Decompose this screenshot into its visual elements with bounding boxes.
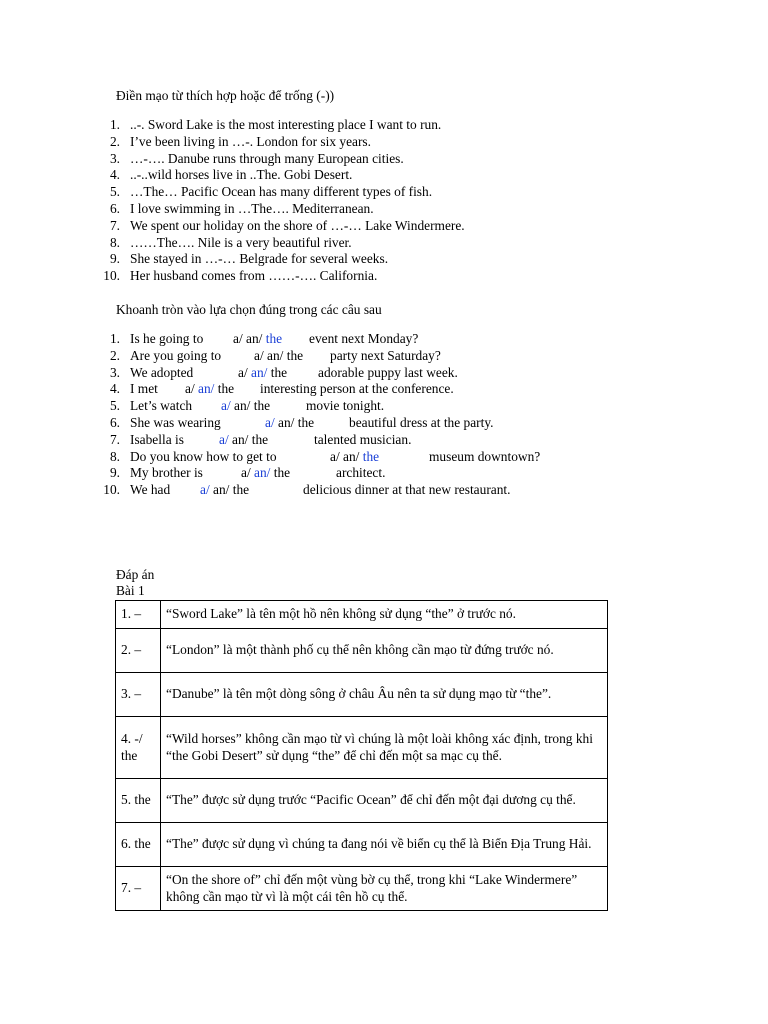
answer-key: 1. –: [116, 601, 161, 629]
item-text: …The… Pacific Ocean has many different types of fish.: [130, 184, 433, 200]
option-the[interactable]: the: [217, 381, 235, 397]
option-a[interactable]: a/: [241, 465, 251, 481]
item-suffix: delicious dinner at that new restaurant.: [303, 482, 511, 498]
item-suffix: talented musician.: [314, 431, 412, 447]
option-an[interactable]: an/: [234, 398, 251, 414]
item-number: 6.: [109, 200, 120, 216]
section1-heading: Điền mạo từ thích hợp hoặc để trống (-)): [116, 88, 335, 103]
answer-explanation: “Sword Lake” là tên một hồ nên không sử dụng “the” ở trước nó.: [161, 601, 608, 629]
answer-explanation: “London” là một thành phố cụ thể nên không cần mạo từ đứng trước nó.: [161, 629, 608, 673]
option-the[interactable]: the: [286, 347, 304, 363]
item-prefix: I met: [130, 381, 158, 397]
item-prefix: We adopted: [130, 364, 194, 380]
item-prefix: Let’s watch: [130, 398, 193, 414]
item-number: 8.: [109, 234, 120, 250]
item-suffix: architect.: [336, 465, 386, 481]
item-suffix: beautiful dress at the party.: [349, 414, 494, 430]
item-prefix: Are you going to: [130, 347, 222, 363]
item-number: 5.: [109, 184, 120, 200]
option-the[interactable]: the: [362, 448, 380, 464]
table-row: [116, 867, 608, 911]
article-options: [238, 365, 287, 382]
answer-key: 7. –: [116, 867, 161, 911]
article-options: [241, 465, 290, 482]
answer-key: 4. -/ the: [116, 717, 161, 779]
item-number: 8.: [109, 448, 120, 464]
option-an[interactable]: an/: [232, 431, 249, 447]
answer-key: 5. the: [116, 779, 161, 823]
option-an[interactable]: an/: [267, 347, 284, 363]
item-suffix: party next Saturday?: [330, 347, 441, 363]
option-the[interactable]: the: [265, 331, 283, 346]
item-number: 9.: [109, 465, 120, 481]
item-prefix: Do you know how to get to: [130, 448, 277, 464]
item-text: …-…. Danube runs through many European cities.: [130, 150, 404, 166]
item-suffix: museum downtown?: [429, 448, 541, 464]
item-text: Her husband comes from ……-…. California.: [130, 268, 378, 284]
item-text: ..-..wild horses live in ..The. Gobi Desert.: [130, 167, 353, 183]
article-options: [200, 482, 249, 499]
article-options: [254, 348, 303, 365]
answer-key: 3. –: [116, 673, 161, 717]
option-the[interactable]: the: [270, 364, 288, 380]
item-number: 9.: [109, 251, 120, 267]
answer-table: [115, 600, 608, 911]
answer-key-subtitle: Bài 1: [116, 583, 145, 598]
item-suffix: interesting person at the conference.: [260, 381, 454, 397]
answer-key-title: Đáp án: [116, 567, 155, 582]
option-the[interactable]: the: [297, 414, 315, 430]
item-prefix: We had: [130, 482, 171, 498]
option-a[interactable]: a/: [330, 448, 340, 464]
option-a[interactable]: a/: [221, 398, 231, 414]
article-options: [221, 398, 270, 415]
table-row: [116, 601, 608, 629]
option-the[interactable]: the: [253, 398, 271, 414]
item-number: 10.: [103, 482, 120, 498]
option-an[interactable]: an/: [198, 381, 215, 397]
option-an[interactable]: an/: [278, 414, 295, 430]
answer-explanation: “Wild horses” không cần mạo từ vì chúng là một loài không xác định, trong khi “the Gobi Desert” sử dụng “the” để chỉ đến một sa mạc cụ thể.: [161, 717, 608, 779]
item-number: 4.: [109, 167, 120, 183]
item-number: 1.: [109, 331, 120, 346]
table-row: [116, 629, 608, 673]
option-a[interactable]: a/: [265, 414, 275, 430]
item-number: 3.: [109, 150, 120, 166]
answer-explanation: “On the shore of” chỉ đến một vùng bờ cụ thể, trong khi “Lake Windermere” không cần mạo từ vì là một cái tên hồ cụ thể.: [161, 867, 608, 911]
answer-explanation: “The” được sử dụng vì chúng ta đang nói về biển cụ thể là Biển Địa Trung Hải.: [161, 823, 608, 867]
table-row: [116, 779, 608, 823]
table-row: [116, 717, 608, 779]
option-an[interactable]: an/: [213, 482, 230, 498]
item-prefix: Isabella is: [130, 431, 184, 447]
item-number: 4.: [109, 381, 120, 397]
answer-explanation: “The” được sử dụng trước “Pacific Ocean” để chỉ đến một đại dương cụ thể.: [161, 779, 608, 823]
item-text: We spent our holiday on the shore of …-… Lake Windermere.: [130, 217, 465, 233]
option-the[interactable]: the: [251, 431, 269, 447]
option-a[interactable]: a/: [233, 331, 243, 346]
item-number: 2.: [109, 347, 120, 363]
option-a[interactable]: a/: [219, 431, 229, 447]
item-number: 7.: [109, 431, 120, 447]
item-number: 1.: [109, 117, 120, 132]
table-row: [116, 823, 608, 867]
item-number: 6.: [109, 414, 120, 430]
answer-key: 2. –: [116, 629, 161, 673]
option-an[interactable]: an/: [254, 465, 271, 481]
option-a[interactable]: a/: [200, 482, 210, 498]
item-number: 7.: [109, 217, 120, 233]
option-an[interactable]: an/: [343, 448, 360, 464]
item-number: 3.: [109, 364, 120, 380]
answer-key: 6. the: [116, 823, 161, 867]
item-number: 5.: [109, 398, 120, 414]
option-the[interactable]: the: [232, 482, 250, 498]
article-options: [185, 381, 234, 398]
option-an[interactable]: an/: [251, 364, 268, 380]
option-an[interactable]: an/: [246, 331, 263, 346]
item-suffix: adorable puppy last week.: [318, 364, 458, 380]
article-options: [330, 449, 379, 466]
item-suffix: event next Monday?: [309, 331, 419, 346]
item-text: She stayed in …-… Belgrade for several weeks.: [130, 251, 389, 267]
item-prefix: She was wearing: [130, 414, 221, 430]
item-prefix: Is he going to: [130, 331, 204, 346]
item-number: 10.: [103, 268, 120, 284]
item-prefix: My brother is: [130, 465, 203, 481]
option-a[interactable]: a/: [238, 364, 248, 380]
item-text: ……The…. Nile is a very beautiful river.: [130, 234, 352, 250]
answer-explanation: “Danube” là tên một dòng sông ở châu Âu nên ta sử dụng mạo từ “the”.: [161, 673, 608, 717]
item-text: ..-. Sword Lake is the most interesting place I want to run.: [130, 117, 442, 132]
option-a[interactable]: a/: [185, 381, 195, 397]
item-suffix: movie tonight.: [306, 398, 385, 414]
option-a[interactable]: a/: [254, 347, 264, 363]
article-options: [265, 415, 314, 432]
item-text: I’ve been living in …-. London for six years.: [130, 133, 371, 149]
article-options: [219, 432, 268, 449]
section2-heading: Khoanh tròn vào lựa chọn đúng trong các câu sau: [116, 302, 382, 317]
item-number: 2.: [109, 133, 120, 149]
article-options: [233, 331, 282, 348]
item-text: I love swimming in …The…. Mediterranean.: [130, 200, 374, 216]
table-row: [116, 673, 608, 717]
option-the[interactable]: the: [273, 465, 291, 481]
